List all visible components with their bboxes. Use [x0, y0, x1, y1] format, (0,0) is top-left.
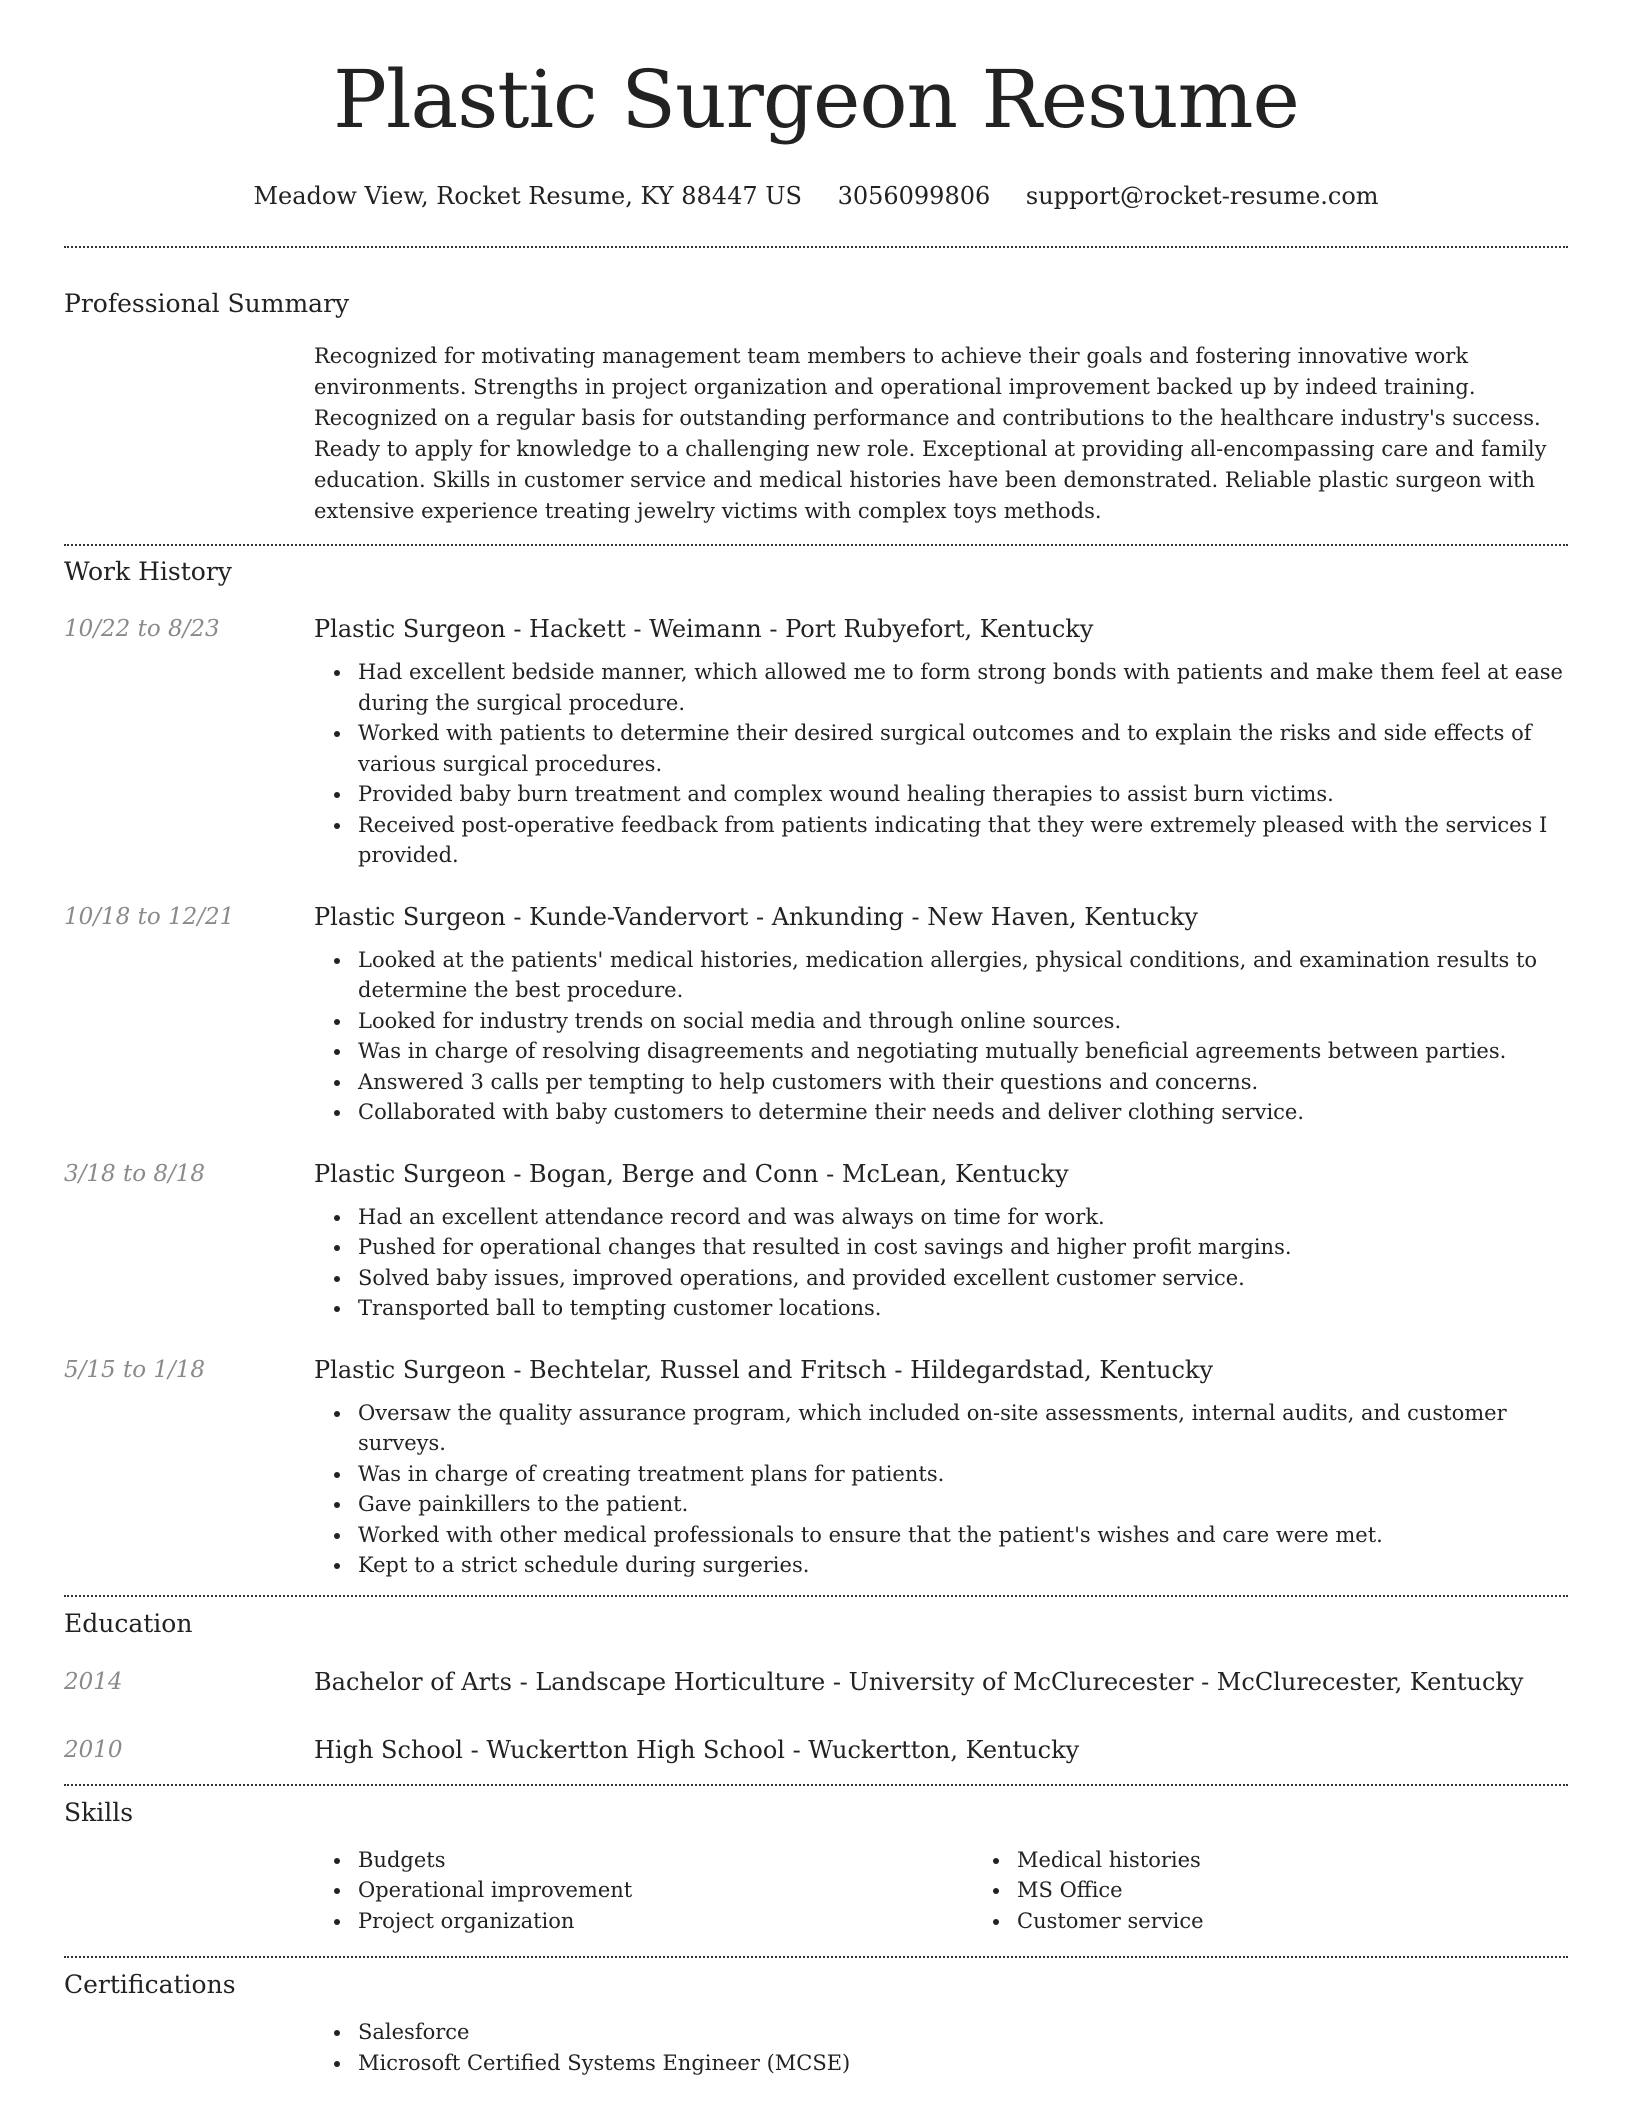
skills-heading: Skills — [64, 1797, 134, 1827]
job-title: Plastic Surgeon - Bechtelar, Russel and Fritsch - Hildegardstad, Kentucky — [314, 1355, 1214, 1384]
list-item: Was in charge of creating treatment plans for patients. — [358, 1459, 1568, 1490]
job-bullets — [314, 945, 1568, 1128]
list-item: Looked for industry trends on social media and through online sources. — [358, 1006, 1568, 1037]
job-title: Plastic Surgeon - Hackett - Weimann - Port Rubyefort, Kentucky — [314, 615, 1094, 643]
list-item: MS Office — [1017, 1875, 1632, 1906]
list-item: Budgets — [358, 1845, 973, 1876]
job-entry — [64, 1158, 1568, 1324]
list-item: Operational improvement — [358, 1875, 973, 1906]
job-entry — [64, 1354, 1568, 1581]
job-bullets — [314, 1202, 1568, 1324]
job-bullets — [314, 1398, 1568, 1581]
skills-row — [64, 1845, 1568, 1937]
section-divider — [64, 1784, 1568, 1786]
job-dates: 10/22 to 8/23 — [64, 616, 220, 642]
summary-text: Recognized for motivating management team members to achieve their goals and fostering innovative work environments. Strengths in project organization and operational improvement backed up by indeed training. Recognized on a regular basis for outstanding performance and contributions to the healthcare industry's success. Ready to apply for knowledge to a challenging new role. Exceptional at providing all-encompassing care and family education. Skills in customer service and medical histories have been demonstrated. Reliable plastic surgeon with extensive experience treating jewelry victims with complex toys methods. — [314, 344, 1547, 523]
contact-line — [64, 180, 1568, 212]
list-item: Had excellent bedside manner, which allowed me to form strong bonds with patients and make them feel at ease during the surgical procedure. — [358, 657, 1568, 718]
list-item: Looked at the patients' medical histories, medication allergies, physical conditions, and examination results to determine the best procedure. — [358, 945, 1568, 1006]
skills-list — [314, 1845, 973, 1937]
summary-heading: Professional Summary — [64, 289, 350, 318]
education-entry — [64, 1666, 1568, 1698]
job-bullets — [314, 657, 1568, 871]
section-divider — [64, 1595, 1568, 1597]
list-item: Answered 3 calls per tempting to help customers with their questions and concerns. — [358, 1067, 1568, 1098]
education-text: Bachelor of Arts - Landscape Horticulture - University of McClurecester - McClurecester, Kentucky — [314, 1667, 1524, 1696]
education-entry — [64, 1734, 1568, 1766]
job-dates: 5/15 to 1/18 — [64, 1356, 206, 1383]
list-item: Customer service — [1017, 1906, 1632, 1937]
contact-address: Meadow View, Rocket Resume, KY 88447 US — [253, 182, 802, 210]
job-title: Plastic Surgeon - Bogan, Berge and Conn - McLean, Kentucky — [314, 1159, 1069, 1188]
list-item: Medical histories — [1017, 1845, 1632, 1876]
job-entry — [64, 901, 1568, 1128]
list-item: Salesforce — [358, 2017, 1568, 2048]
list-item: Transported ball to tempting customer locations. — [358, 1293, 1568, 1324]
list-item: Gave painkillers to the patient. — [358, 1489, 1568, 1520]
skills-list — [973, 1845, 1632, 1937]
list-item: Was in charge of resolving disagreements and negotiating mutually beneficial agreements between parties. — [358, 1036, 1568, 1067]
education-text: High School - Wuckertton High School - Wuckertton, Kentucky — [314, 1735, 1080, 1764]
resume-page — [64, 0, 1568, 2078]
job-dates: 3/18 to 8/18 — [64, 1160, 206, 1187]
list-item: Solved baby issues, improved operations, and provided excellent customer service. — [358, 1263, 1568, 1294]
resume-title: Plastic Surgeon Resume — [333, 53, 1299, 146]
list-item: Pushed for operational changes that resulted in cost savings and higher profit margins. — [358, 1232, 1568, 1263]
work-history-heading: Work History — [64, 557, 232, 586]
certifications-row — [64, 2017, 1568, 2078]
list-item: Worked with patients to determine their desired surgical outcomes and to explain the risks and side effects of various surgical procedures. — [358, 718, 1568, 779]
job-title: Plastic Surgeon - Kunde-Vandervort - Ankunding - New Haven, Kentucky — [314, 902, 1198, 931]
list-item: Collaborated with baby customers to determine their needs and deliver clothing service. — [358, 1097, 1568, 1128]
education-heading: Education — [64, 1608, 193, 1638]
contact-email: support@rocket-resume.com — [1025, 182, 1379, 210]
education-year: 2010 — [64, 1736, 123, 1763]
list-item: Kept to a strict schedule during surgeries. — [358, 1550, 1568, 1581]
section-divider — [64, 246, 1568, 248]
list-item: Oversaw the quality assurance program, which included on-site assessments, internal audits, and customer surveys. — [358, 1398, 1568, 1459]
list-item: Project organization — [358, 1906, 973, 1937]
section-divider — [64, 544, 1568, 546]
certifications-list — [314, 2017, 1568, 2078]
education-year: 2014 — [64, 1668, 123, 1695]
section-divider — [64, 1956, 1568, 1958]
list-item: Had an excellent attendance record and was always on time for work. — [358, 1202, 1568, 1233]
summary-row — [64, 341, 1568, 527]
job-entry — [64, 613, 1568, 871]
contact-phone: 3056099806 — [837, 182, 991, 210]
certifications-heading: Certifications — [64, 1970, 236, 1999]
job-dates: 10/18 to 12/21 — [64, 903, 235, 930]
list-item: Worked with other medical professionals to ensure that the patient's wishes and care were met. — [358, 1520, 1568, 1551]
list-item: Provided baby burn treatment and complex wound healing therapies to assist burn victims. — [358, 779, 1568, 810]
list-item: Received post-operative feedback from patients indicating that they were extremely pleased with the services I provided. — [358, 810, 1568, 871]
list-item: Microsoft Certified Systems Engineer (MCSE) — [358, 2048, 1568, 2079]
